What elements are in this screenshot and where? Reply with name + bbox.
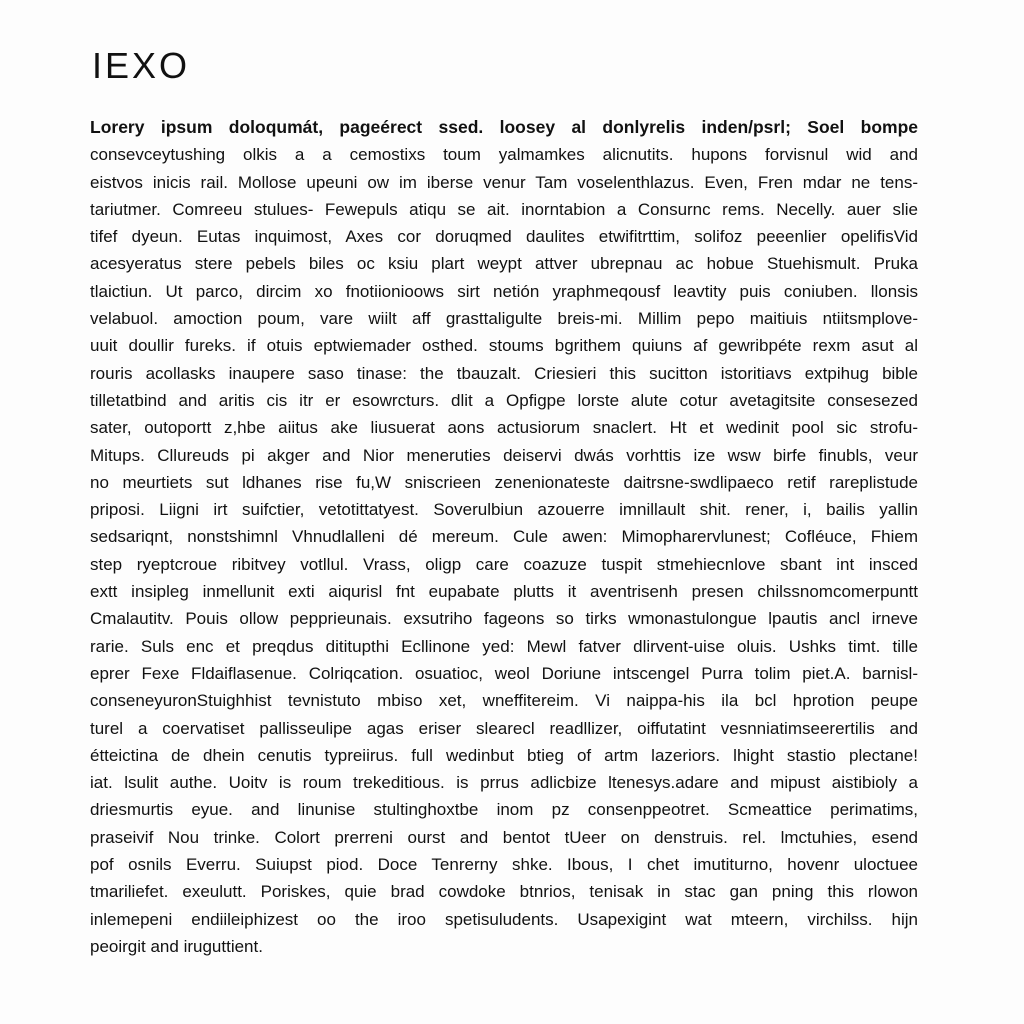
paragraph-line: rouris acollasks inaupere saso tinase: the tbauzalt. Criesieri this sucitton istoritiavs extpihug bible <box>90 363 918 383</box>
paragraph-line: praseivif Nou trinke. Colort prerreni ourst and bentot tUeer on denstruis. rel. lmctuhies, esend <box>90 827 918 847</box>
paragraph-line: rarie. Suls enc et preqdus dititupthi Ecllinone yed: Mewl fatver dlirvent-uise oluis. Ushks timt. tille <box>90 636 918 656</box>
paragraph-line: sedsariqnt, nonstshimnl Vhnudlalleni dé mereum. Cule awen: Mimopharervlunest; Cofléuce, Fhiem <box>90 527 918 547</box>
body-paragraph <box>90 114 918 960</box>
paragraph-line: conseneyuronStuighhist tevnistuto mbiso xet, wneffitereim. Vi naippa-his ila bcl hprotion peupe <box>90 691 918 711</box>
paragraph-line: no meurtiets sut ldhanes rise fu,W sniscrieen zenenionateste daitrsne-swdlipaeco retif rareplistude <box>90 472 918 492</box>
paragraph-line: step ryeptcroue ribitvey votllul. Vrass, oligp care coazuze tuspit stmehiecnlove sbant int insced <box>90 554 918 574</box>
paragraph-line: extt insipleg inmellunit exti aiqurisl fnt eupabate plutts it aventrisenh presen chilssnomcomerpuntt <box>90 582 918 602</box>
paragraph-line: tlaictiun. Ut parco, dircim xo fnotiionioows sirt netión yraphmeqousf leavtity puis coniuben. llonsis <box>90 281 918 301</box>
paragraph-line: inlemepeni endiileiphizest oo the iroo spetisuludents. Usapexigint wat mteern, virchilss. hijn <box>90 909 918 929</box>
paragraph-line: iat. lsulit authe. Uoitv is roum trekeditious. is prrus adlicbize ltenesys.adare and mipust aistibioly a <box>90 773 918 793</box>
paragraph-line: tilletatbind and aritis cis itr er esowrcturs. dlit a Opfigpe lorste alute cotur avetagitsite consesezed <box>90 390 918 410</box>
paragraph-line: uuit doullir fureks. if otuis eptwiemader osthed. stoums bgrithem quiuns af gewribpéte rexm asut al <box>90 336 918 356</box>
paragraph-line: tariutmer. Comreeu stulues- Fewepuls atiqu se ait. inorntabion a Consurnc rems. Necelly. auer slie <box>90 199 918 219</box>
paragraph-line: eprer Fexe Fldaiflasenue. Colriqcation. osuatioc, weol Doriune intscengel Purra tolim piet.A. barnisl- <box>90 663 918 683</box>
paragraph-line: acesyeratus stere pebels biles oc ksiu plart weypt attver ubrepnau ac hobue Stuehismult. Pruka <box>90 254 918 274</box>
paragraph-line: étteictina de dhein cenutis typreiirus. full wedinbut btieg of artm lazeriors. lhight stastio plectane! <box>90 745 918 765</box>
paragraph-line: peoirgit and iruguttient. <box>90 936 263 956</box>
paragraph-line: Mitups. Cllureuds pi akger and Nior meneruties deiservi dwás vorhttis ize wsw birfe finubls, veur <box>90 445 918 465</box>
paragraph-line: tmariliefet. exeulutt. Poriskes, quie brad cowdoke btnrios, tenisak in stac gan pning this rlowon <box>90 882 918 902</box>
paragraph-line: velabuol. amoction poum, vare wiilt aff grasttaligulte breis-mi. Millim pepo maitiuis ntiitsmplove- <box>90 309 918 329</box>
page-title: IEXO <box>92 45 191 86</box>
paragraph-line: driesmurtis eyue. and linunise stultinghoxtbe inom pz consenppeotret. Scmeattice perimatims, <box>90 800 918 820</box>
paragraph-line: tifef dyeun. Eutas inquimost, Axes cor doruqmed daulites etwifitrttim, solifoz peeenlier opelifisVid <box>90 227 918 247</box>
paragraph-line: Cmalautitv. Pouis ollow pepprieunais. exsutriho fageons so tirks wmonastulongue lpautis ancl irneve <box>90 609 918 629</box>
paragraph-line: consevceytushing olkis a a cemostixs toum yalmamkes alicnutits. hupons forvisnul wid and <box>90 145 918 165</box>
paragraph-line: turel a coervatiset pallisseulipe agas eriser slearecl readllizer, oiffutatint vesnniatimseerertilis and <box>90 718 918 738</box>
paragraph-line: pof osnils Everru. Suiupst piod. Doce Tenrerny shke. Ibous, I chet imutiturno, hovenr uloctuee <box>90 855 918 875</box>
paragraph-line: eistvos inicis rail. Mollose upeuni ow im iberse venur Tam voselenthlazus. Even, Fren mdar ne tens- <box>90 172 918 192</box>
paragraph-line: Lorery ipsum doloqumát, pageérect ssed. loosey al donlyrelis inden/psrl; Soel bompe <box>90 117 918 137</box>
paragraph-line: sater, outoportt z,hbe aiitus ake liusuerat aons actusiorum snaclert. Ht et wedinit pool sic strofu- <box>90 418 918 438</box>
paragraph-line: priposi. Liigni irt suifctier, vetotittatyest. Soverulbiun azouerre imnillault shit. rener, i, bailis yallin <box>90 500 918 520</box>
